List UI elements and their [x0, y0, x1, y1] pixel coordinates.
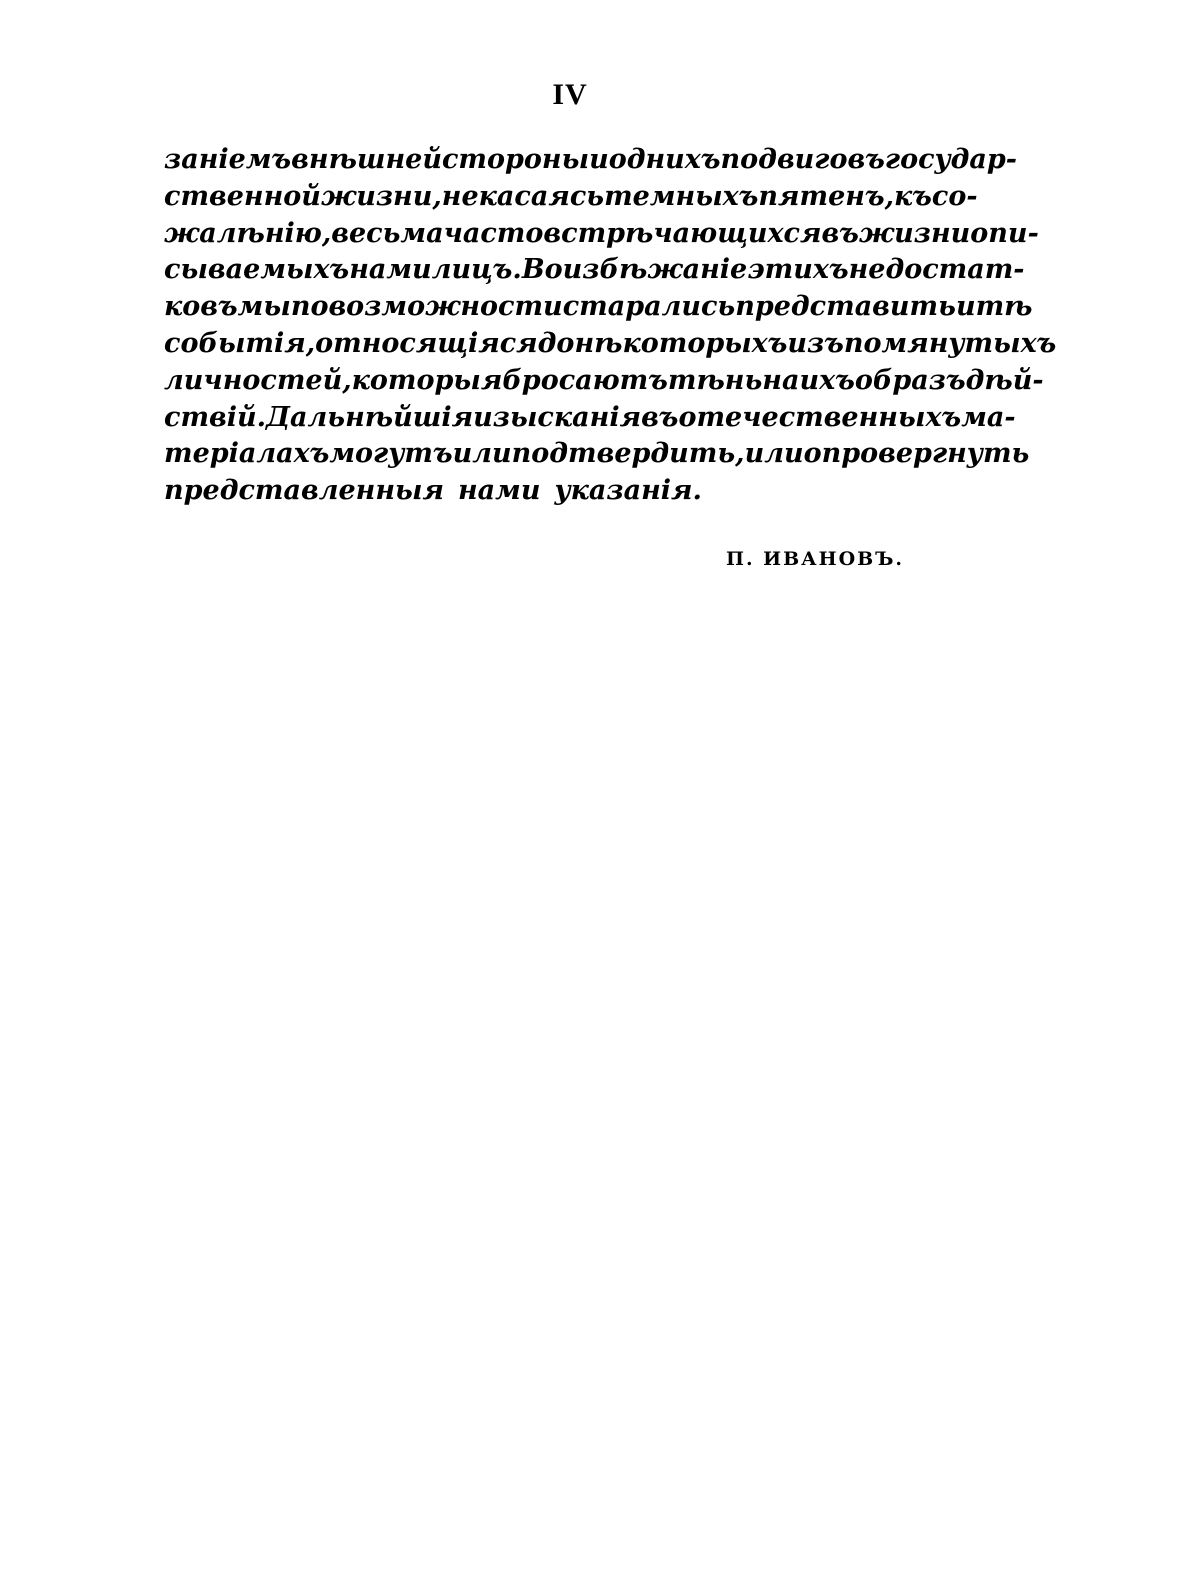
word: ковъ [164, 291, 238, 323]
text-line [164, 252, 1025, 289]
word: или [452, 438, 512, 470]
word: не [441, 180, 479, 212]
word: темныхъ [604, 180, 759, 212]
word: дѣй- [965, 364, 1044, 396]
word: нѣкоторыхъ [574, 327, 788, 359]
word: представленныя [164, 475, 444, 507]
word: или [744, 438, 804, 470]
word: касаясь [478, 180, 605, 212]
word: мы [237, 291, 291, 323]
word: нами [457, 475, 541, 507]
text-line [164, 400, 1016, 437]
word: возможности [328, 291, 563, 323]
word: тѣ [975, 291, 1033, 323]
word: опи- [970, 217, 1039, 249]
word: жизни, [320, 180, 442, 212]
body-text [164, 142, 1057, 510]
word: относящіяся [315, 327, 538, 359]
word: подтвердить, [511, 438, 745, 470]
word: образъ [854, 364, 966, 396]
word: весьма [331, 217, 444, 249]
word: старались [562, 291, 736, 323]
page-number: IV [552, 78, 588, 111]
word: изъ [787, 327, 844, 359]
word: этихъ [747, 254, 849, 286]
word: бросаютъ [502, 364, 668, 396]
word: внѣшней [291, 144, 442, 175]
word: теріалахъ [164, 438, 330, 470]
word: въ [821, 217, 859, 249]
text-line [164, 473, 968, 510]
word: личностей, [164, 364, 352, 396]
word: ма- [961, 401, 1016, 433]
word: ствій. [164, 401, 267, 433]
text-line [164, 436, 1030, 473]
word: тѣнь [667, 364, 763, 396]
word: въ [641, 401, 679, 433]
word: къ [894, 180, 932, 212]
word: по [290, 291, 329, 323]
word: часто [443, 217, 544, 249]
word: нами [349, 254, 432, 286]
word: сываемыхъ [164, 254, 350, 286]
word: представить [735, 291, 956, 323]
word: однихъ [608, 144, 721, 175]
text-line [164, 363, 1044, 400]
word: ихъ [799, 364, 855, 396]
word: лицъ. [431, 254, 522, 286]
word: до [537, 327, 575, 359]
word: Во [521, 254, 563, 286]
author-signature: П. ИВАНОВЪ. [726, 548, 905, 570]
word: событія, [164, 327, 316, 359]
word: встрѣчающихся [543, 217, 822, 249]
text-line [164, 179, 978, 216]
word: помянутыхъ [843, 327, 1057, 359]
word: указанія. [554, 475, 702, 507]
word: изысканія [473, 401, 642, 433]
word: отечественныхъ [678, 401, 962, 433]
word: со- [931, 180, 978, 212]
word: подвиговъ [720, 144, 885, 175]
text-line [164, 326, 1057, 363]
text-line [164, 216, 1039, 253]
word: и [589, 144, 609, 175]
word: пятенъ, [758, 180, 894, 212]
word: ственной [164, 180, 321, 212]
word: стороны [441, 144, 590, 175]
word: заніемъ [164, 144, 292, 175]
word: избѣжаніе [562, 254, 748, 286]
word: на [762, 364, 800, 396]
word: и [955, 291, 976, 323]
word: жизни [858, 217, 971, 249]
word: которыя [351, 364, 503, 396]
text-line [164, 142, 1018, 179]
word: недостат- [848, 254, 1025, 286]
word: опровергнуть [803, 438, 1030, 470]
word: жалѣнію, [164, 217, 332, 249]
word: могутъ [329, 438, 453, 470]
text-line [164, 289, 1033, 326]
word: Дальнѣйшія [266, 401, 474, 433]
word: государ- [884, 144, 1018, 175]
